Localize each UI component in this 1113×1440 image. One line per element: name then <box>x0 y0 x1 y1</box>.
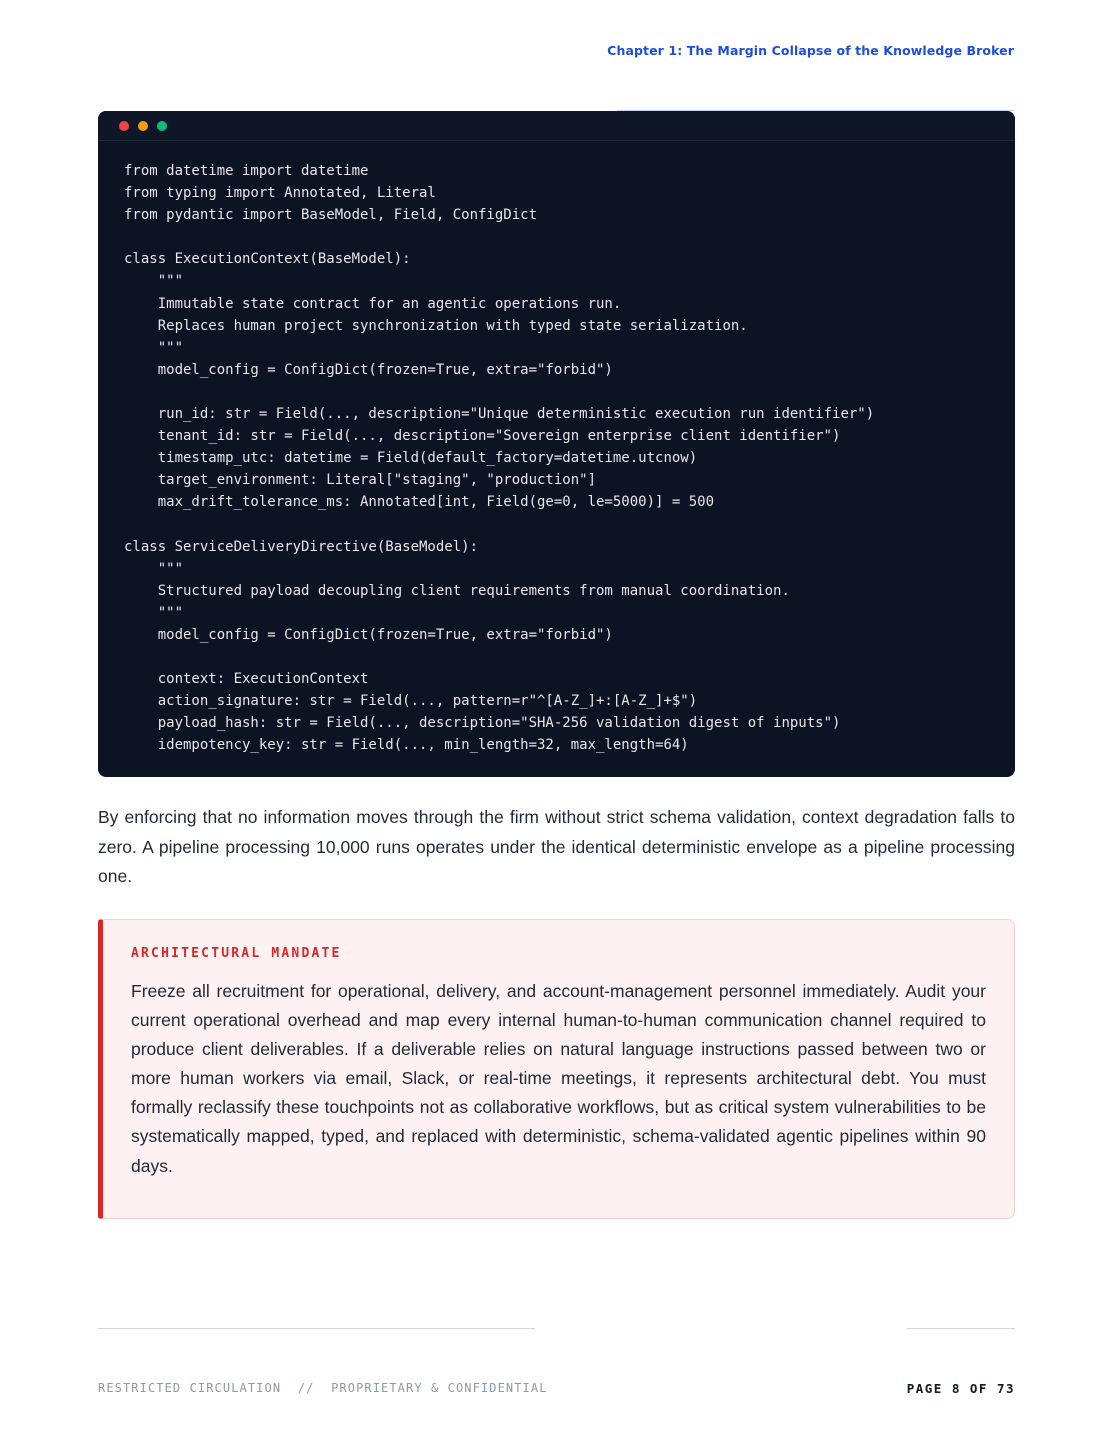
window-dot-red-icon <box>119 121 129 131</box>
footer-divider-right <box>907 1328 1015 1329</box>
body-paragraph: By enforcing that no information moves through the firm without strict schema validation, context degradation falls to zero. A pipeline processing 10,000 runs operates under the identical deterministic envelope as a pipeline processing one. <box>98 807 1015 886</box>
code-window <box>98 111 1015 777</box>
callout-label: ARCHITECTURAL MANDATE <box>131 946 342 961</box>
page-indicator: PAGE 8 OF 73 <box>906 1381 1015 1396</box>
window-dot-yellow-icon <box>138 121 148 131</box>
callout-text: Freeze all recruitment for operational, delivery, and account-management personnel immediately. Audit your current operational overhead and map every internal human-to-human communication channel required to produce client deliverables. If a deliverable relies on natural language instructions passed between two or more human workers via email, Slack, or real-time meetings, it represents architectural debt. You must formally reclassify these touchpoints not as collaborative workflows, but as critical system vulnerabilities to be systematically mapped, typed, and replaced with deterministic, schema-validated agentic pipelines within 90 days. <box>131 981 986 1176</box>
architectural-mandate-callout <box>98 919 1015 1219</box>
footer-classification: RESTRICTED CIRCULATION // PROPRIETARY & CONFIDENTIAL <box>98 1381 548 1395</box>
chapter-title: Chapter 1: The Margin Collapse of the Knowledge Broker <box>607 43 1014 58</box>
code-window-titlebar <box>98 111 1015 141</box>
code-listing: from datetime import datetime from typing import Annotated, Literal from pydantic import BaseModel, Field, ConfigDict class ExecutionContext(BaseModel): """ Immutable state contract for an agentic operations run. Replaces human project synchronization with typed state serialization. """ model_config = ConfigDict(frozen=True, extra="forbid") run_id: str = Field(..., description="Unique deterministic execution run identifier") tenant_id: str = Field(..., description="Sovereign enterprise client identifier") timestamp_utc: datetime = Field(default_factory=datetime.utcnow) target_environment: Literal["staging", "production"] max_drift_tolerance_ms: Annotated[int, Field(ge=0, le=5000)] = 500 class ServiceDeliveryDirective(BaseModel): """ Structured payload decoupling client requirements from manual coordination. """ model_config = ConfigDict(frozen=True, extra="forbid") context: ExecutionContext action_signature: str = Field(..., pattern=r"^[A-Z_]+:[A-Z_]+$") payload_hash: str = Field(..., description="SHA-256 validation digest of inputs") idempotency_key: str = Field(..., min_length=32, max_length=64) <box>124 163 875 754</box>
window-dot-green-icon <box>157 121 167 131</box>
footer-divider-left <box>98 1328 535 1329</box>
